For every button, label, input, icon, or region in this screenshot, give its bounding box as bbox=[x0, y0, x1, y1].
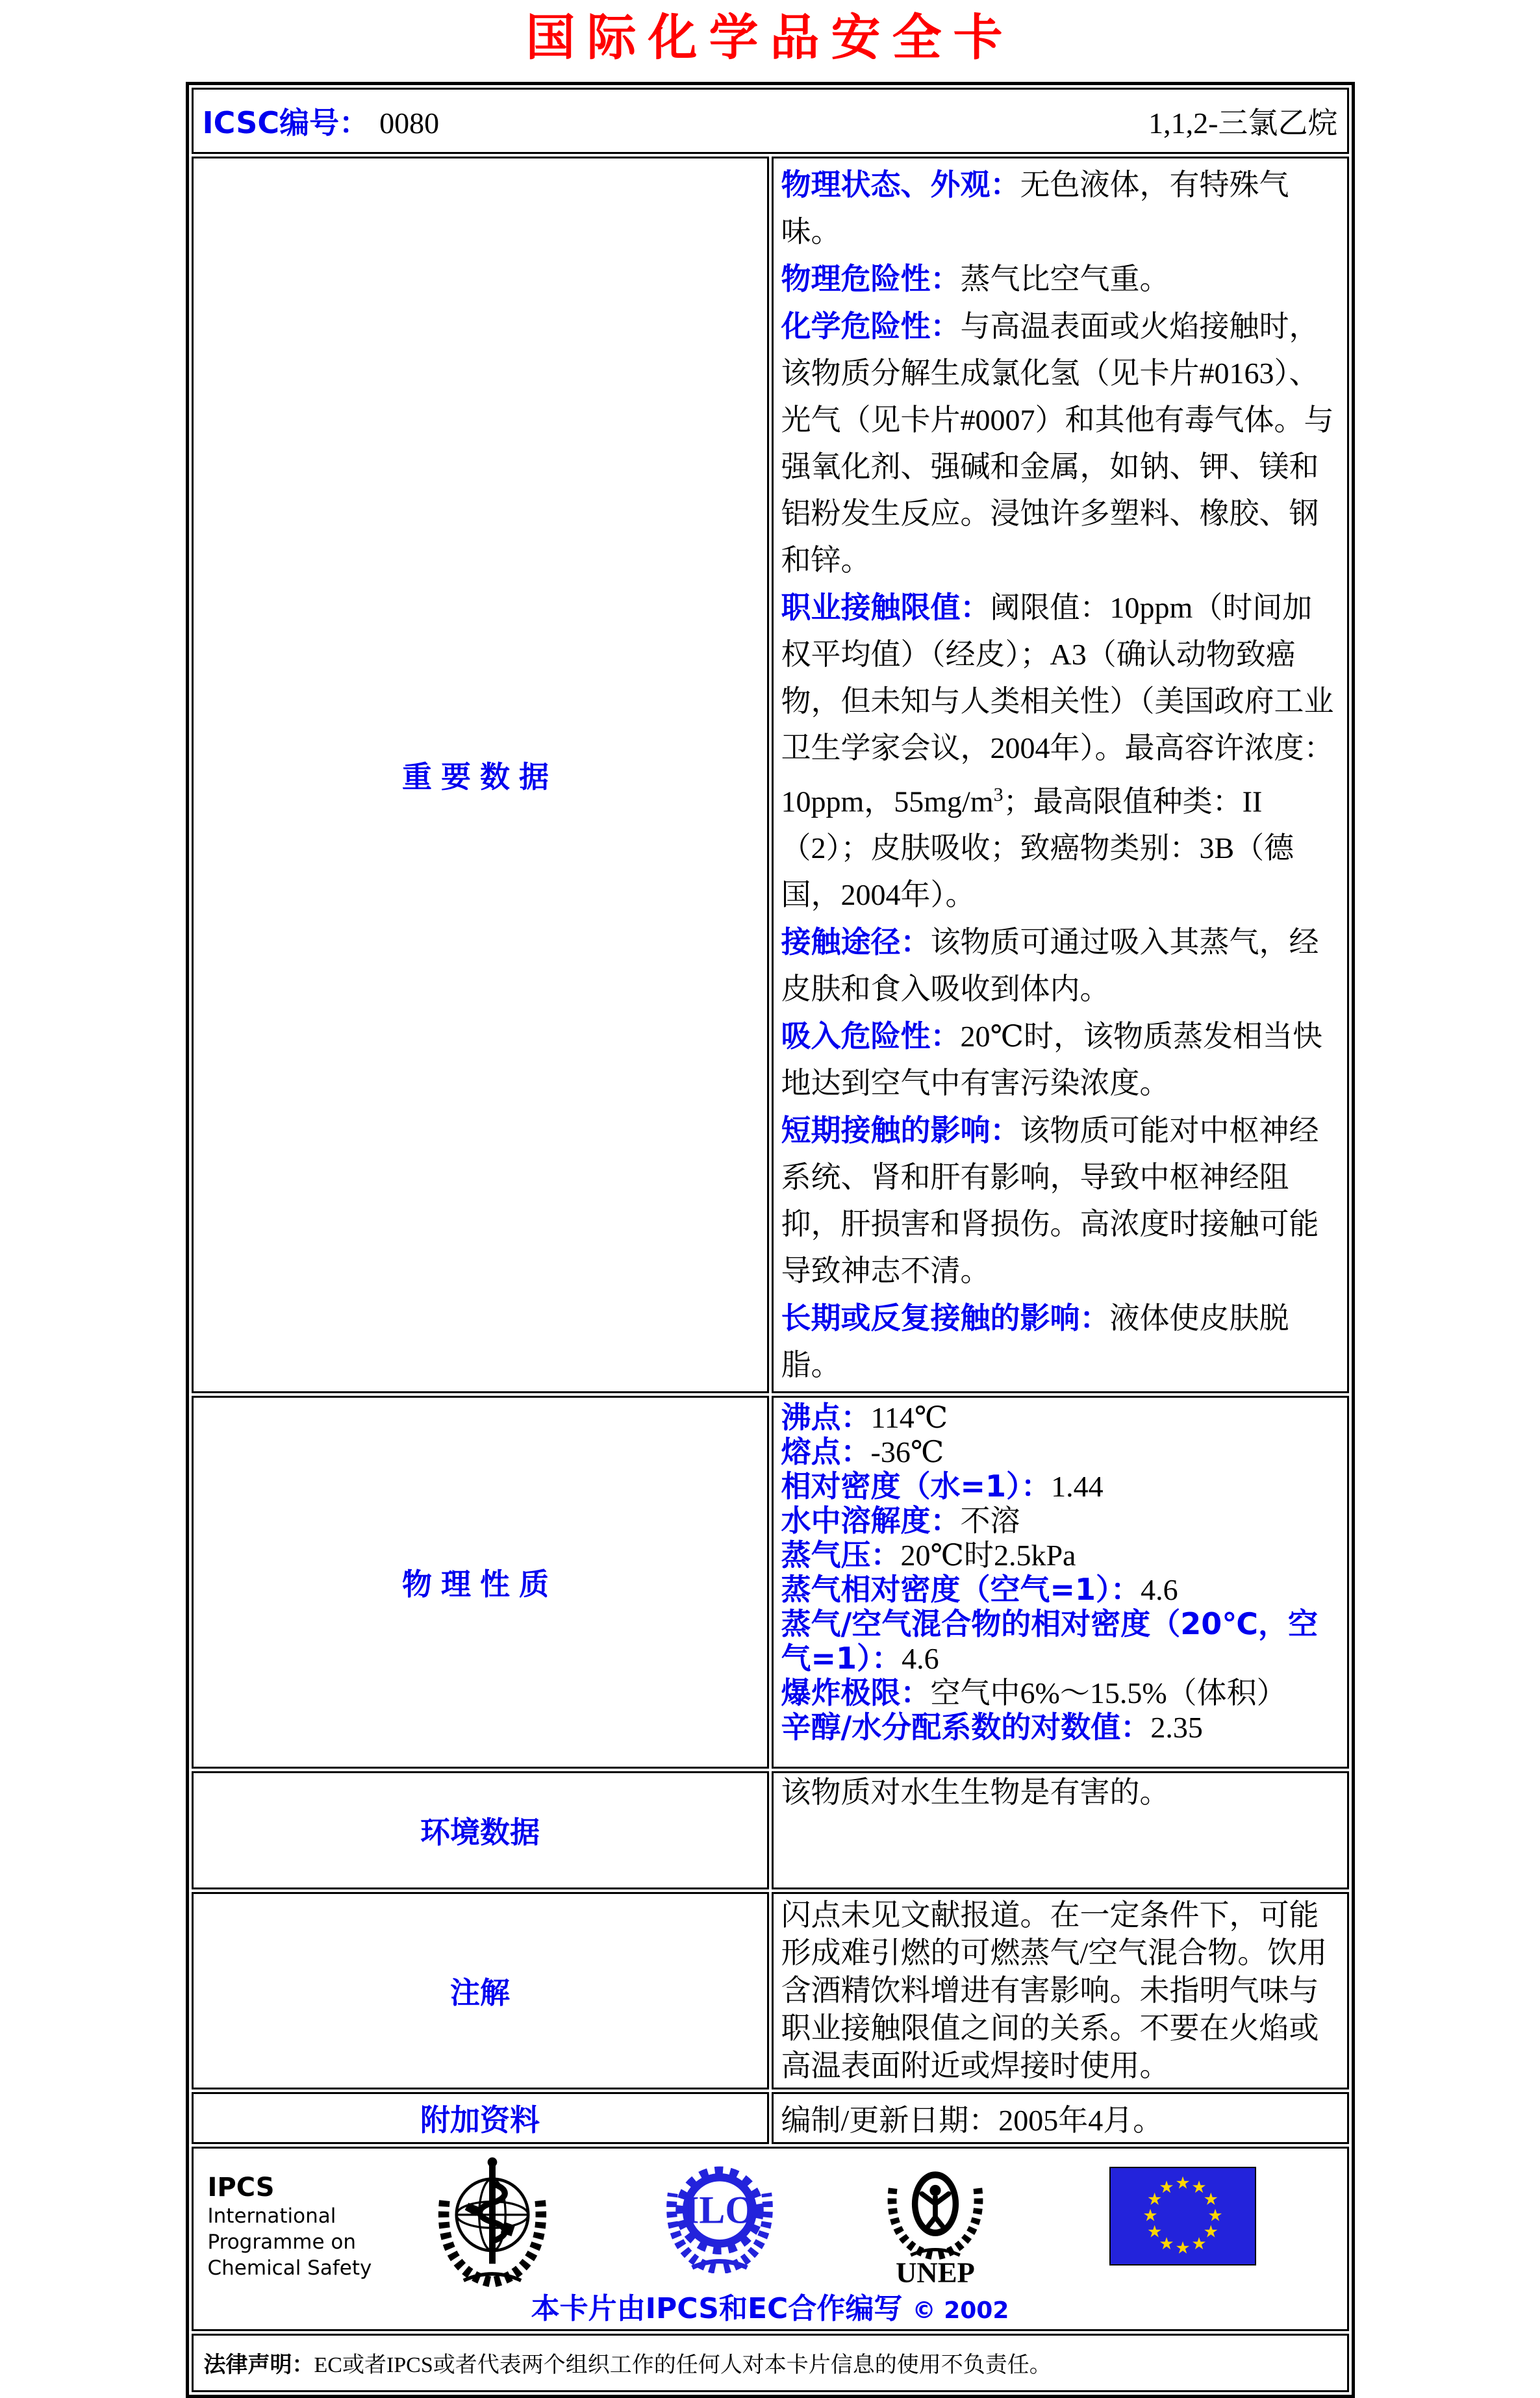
item-text: 空气中6%～15.5%（体积） bbox=[930, 1676, 1287, 1710]
footer-cell bbox=[192, 2147, 1349, 2331]
svg-text:★: ★ bbox=[1191, 2178, 1207, 2197]
additional-info-text: 编制/更新日期：2005年4月。 bbox=[781, 2103, 1163, 2137]
row-label-physical-properties: 物理性质 bbox=[192, 1396, 769, 1769]
item-label: 相对密度（水=1）： bbox=[781, 1468, 1052, 1504]
item-label: 蒸气/空气混合物的相对密度（20℃，空气=1）： bbox=[781, 1606, 1319, 1676]
item-label: 爆炸极限： bbox=[781, 1674, 931, 1710]
icsc-number-group bbox=[203, 99, 440, 142]
additional-info-row bbox=[192, 2092, 1349, 2144]
unep-label: UNEP bbox=[895, 2256, 975, 2288]
item-label: 熔点： bbox=[781, 1433, 871, 1469]
item-label: 蒸气相对密度（空气=1）： bbox=[781, 1571, 1141, 1607]
item-text: 4.6 bbox=[1141, 1572, 1178, 1606]
water-solubility-item bbox=[781, 1504, 1339, 1538]
exposure-routes-item bbox=[781, 918, 1339, 1013]
item-text: 液体使皮肤脱脂。 bbox=[781, 1301, 1289, 1382]
short-term-effects-item bbox=[781, 1107, 1339, 1294]
physical-properties-row bbox=[192, 1396, 1349, 1769]
row-label-additional-info: 附加资料 bbox=[192, 2092, 769, 2144]
svg-text:★: ★ bbox=[1174, 2173, 1191, 2193]
copyright-text: © 2002 bbox=[912, 2297, 1009, 2324]
ipcs-text-block bbox=[208, 2172, 372, 2281]
page-title: 国际化学品安全卡 bbox=[525, 8, 1015, 66]
legal-label: 法律声明： bbox=[203, 2352, 314, 2379]
vapor-density-item bbox=[781, 1572, 1339, 1607]
vapor-pressure-item bbox=[781, 1538, 1339, 1572]
important-data-content bbox=[772, 157, 1349, 1393]
physical-state-item bbox=[781, 161, 1339, 255]
boiling-point-item bbox=[781, 1400, 1339, 1435]
row-label-notes: 注解 bbox=[192, 1892, 769, 2089]
item-label: 水中溶解度： bbox=[781, 1502, 961, 1538]
additional-info-content bbox=[772, 2092, 1349, 2144]
occupational-limit-item bbox=[781, 584, 1339, 918]
item-text: 不溶 bbox=[960, 1504, 1020, 1537]
icsc-number-value: 0080 bbox=[379, 106, 440, 140]
eu-flag-icon bbox=[1109, 2167, 1256, 2265]
ilo-monogram: ILO bbox=[683, 2188, 755, 2232]
row-label-important-data: 重要数据 bbox=[192, 157, 769, 1393]
explosive-limits-item bbox=[781, 1676, 1339, 1710]
svg-text:★: ★ bbox=[1158, 2234, 1174, 2253]
svg-text:★: ★ bbox=[1174, 2238, 1191, 2258]
item-label: 短期接触的影响： bbox=[781, 1112, 1020, 1148]
melting-point-item bbox=[781, 1435, 1339, 1469]
item-text: 与高温表面或火焰接触时，该物质分解生成氯化氢（见卡片#0163）、光气（见卡片#0007）和其他有毒气体。与强氧化剂、强碱和金属，如钠、钾、镁和铝粉发生反应。浸蚀许多塑料、橡胶、钢和锌。 bbox=[781, 309, 1334, 577]
icsc-number-label: ICSC编号： bbox=[202, 105, 370, 140]
svg-text:★: ★ bbox=[1146, 2222, 1162, 2241]
unep-logo-icon bbox=[879, 2152, 991, 2288]
long-term-effects-item bbox=[781, 1294, 1339, 1389]
item-text: 该物质可通过吸入其蒸气，经皮肤和食入吸收到体内。 bbox=[781, 925, 1319, 1005]
chemical-danger-item bbox=[781, 303, 1339, 584]
item-text: 1.44 bbox=[1051, 1469, 1104, 1503]
item-text: 114℃ bbox=[870, 1400, 948, 1434]
ipcs-line-1: International bbox=[207, 2204, 336, 2228]
environmental-data-content bbox=[772, 1771, 1349, 1889]
environmental-data-row bbox=[192, 1771, 1349, 1889]
item-label: 沸点： bbox=[781, 1399, 871, 1435]
who-logo-icon bbox=[433, 2152, 552, 2290]
footer-row bbox=[192, 2147, 1349, 2331]
item-text: 4.6 bbox=[902, 1641, 939, 1675]
relative-density-item bbox=[781, 1469, 1339, 1504]
footer-caption bbox=[194, 2285, 1347, 2327]
ipcs-line-2: Programme on bbox=[207, 2230, 357, 2254]
item-text: 2.35 bbox=[1150, 1710, 1203, 1744]
physical-danger-item bbox=[781, 255, 1339, 303]
item-text: 无色液体，有特殊气味。 bbox=[781, 168, 1289, 248]
item-label: 职业接触限值： bbox=[781, 589, 991, 625]
octanol-water-coefficient-item bbox=[781, 1710, 1339, 1745]
ipcs-line-3: Chemical Safety bbox=[207, 2256, 372, 2280]
notes-content bbox=[772, 1892, 1349, 2089]
item-label: 接触途径： bbox=[781, 924, 931, 959]
legal-text: EC或者IPCS或者代表两个组织工作的任何人对本卡片信息的使用不负责任。 bbox=[314, 2353, 1052, 2378]
environmental-data-text: 该物质对水生生物是有害的。 bbox=[781, 1775, 1170, 1809]
item-label: 吸入危险性： bbox=[781, 1018, 961, 1054]
header-row bbox=[192, 88, 1349, 154]
caption-text: 本卡片由IPCS和EC合作编写 bbox=[531, 2291, 903, 2325]
item-text: 20℃时2.5kPa bbox=[900, 1538, 1076, 1572]
svg-text:★: ★ bbox=[1142, 2206, 1158, 2225]
icsc-card-table bbox=[186, 82, 1355, 2398]
chemical-name: 1,1,2-三氯乙烷 bbox=[1148, 106, 1338, 140]
svg-text:★: ★ bbox=[1203, 2190, 1218, 2209]
item-text: 该物质可能对中枢神经系统、肾和肝有影响，导致中枢神经阻抑，肝损害和肾损伤。高浓度时接触可能导致神志不清。 bbox=[781, 1113, 1319, 1287]
ipcs-acronym: IPCS bbox=[207, 2172, 275, 2202]
vapor-air-mixture-density-item bbox=[781, 1607, 1339, 1676]
item-label: 化学危险性： bbox=[781, 308, 961, 344]
item-label: 辛醇/水分配系数的对数值： bbox=[781, 1709, 1151, 1745]
svg-text:★: ★ bbox=[1203, 2222, 1218, 2241]
legal-cell bbox=[192, 2334, 1349, 2392]
legal-row bbox=[192, 2334, 1349, 2392]
item-text: 蒸气比空气重。 bbox=[960, 262, 1170, 296]
svg-text:★: ★ bbox=[1191, 2234, 1207, 2253]
footer-logos bbox=[194, 2149, 1347, 2329]
svg-text:★: ★ bbox=[1158, 2178, 1174, 2197]
inhalation-risk-item bbox=[781, 1013, 1339, 1107]
row-label-environmental-data: 环境数据 bbox=[192, 1771, 769, 1889]
item-text: 20℃时，该物质蒸发相当快地达到空气中有害污染浓度。 bbox=[781, 1019, 1322, 1100]
item-text: -36℃ bbox=[870, 1435, 944, 1469]
item-text: ；最高限值种类：II（2）；皮肤吸收；致癌物类别：3B（德国，2004年）。 bbox=[781, 784, 1294, 911]
item-label: 长期或反复接触的影响： bbox=[781, 1300, 1110, 1335]
item-label: 物理状态、外观： bbox=[781, 166, 1020, 202]
header-cell bbox=[192, 88, 1349, 154]
item-label: 物理危险性： bbox=[781, 260, 961, 296]
svg-text:★: ★ bbox=[1207, 2206, 1223, 2225]
physical-properties-content bbox=[772, 1396, 1349, 1769]
notes-text: 闪点未见文献报道。在一定条件下，可能形成难引燃的可燃蒸气/空气混合物。饮用含酒精饮料增进有害影响。未指明气味与职业接触限值之间的关系。不要在火焰或高温表面附近或焊接时使用。 bbox=[781, 1898, 1328, 2082]
superscript-3: 3 bbox=[993, 783, 1004, 805]
notes-row bbox=[192, 1892, 1349, 2089]
svg-text:★: ★ bbox=[1146, 2190, 1162, 2209]
ilo-logo-icon bbox=[663, 2159, 777, 2273]
important-data-row bbox=[192, 157, 1349, 1393]
item-text: 阈限值：10ppm（时间加权平均值）（经皮）；A3（确认动物致癌物，但未知与人类相关性）（美国政府工业卫生学家会议，2004年）。最高容许浓度：10ppm，55mg/m bbox=[781, 590, 1334, 818]
item-label: 蒸气压： bbox=[781, 1537, 901, 1572]
